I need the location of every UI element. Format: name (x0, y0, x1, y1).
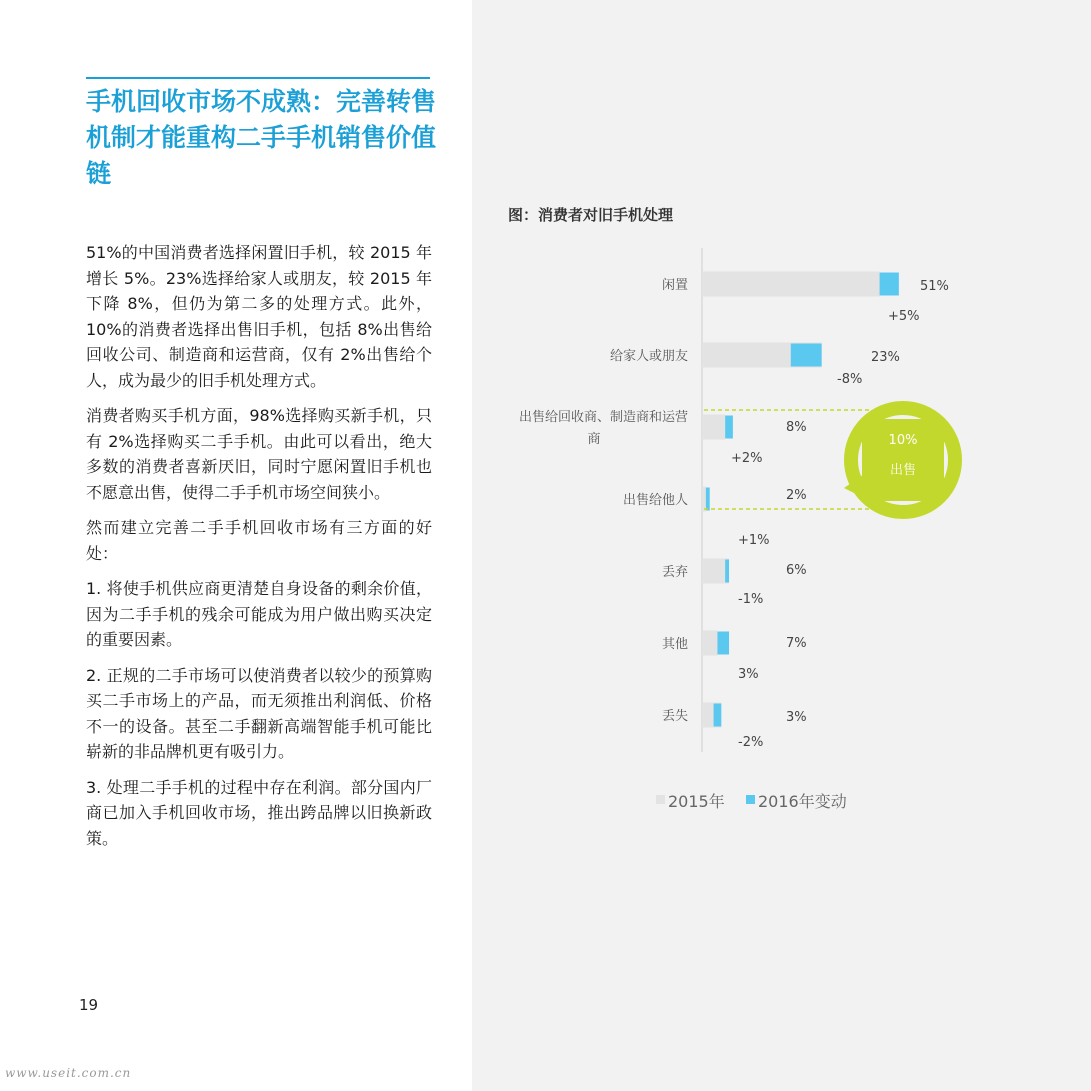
category-label: 给家人或朋友 (609, 349, 688, 364)
category-label: 商 (587, 432, 601, 447)
total-value-label: 8% (786, 420, 807, 435)
category-label: 出售给回收商、制造商和运营 (518, 410, 688, 425)
change-value-label: +1% (738, 533, 770, 548)
bar-2015 (702, 631, 717, 656)
total-value-label: 51% (920, 279, 949, 294)
bar-2016-change (714, 704, 722, 727)
total-value-label: 3% (786, 710, 807, 725)
legend-label-2016: 2016年变动 (758, 792, 847, 811)
bar-chart (472, 0, 1091, 1091)
bar-2015 (702, 487, 706, 512)
category-label: 闲置 (661, 278, 688, 293)
bar-2016-change (880, 273, 899, 296)
callout-center (862, 419, 944, 501)
category-label: 丢失 (661, 709, 688, 724)
change-value-label: -2% (738, 735, 764, 750)
body-text (86, 240, 432, 861)
callout-value: 10% (888, 433, 918, 448)
callout-label: 出售 (889, 463, 917, 478)
legend-swatch-2016 (746, 795, 755, 804)
bar-2015 (702, 559, 729, 584)
bar-2016-change (791, 344, 822, 367)
legend-swatch-2015 (656, 795, 665, 804)
paragraph-5: 2. 正规的二手市场可以使消费者以较少的预算购买二手市场上的产品，而无须推出利润低、价格不一的设备。甚至二手翻新高端智能手机可能比崭新的非品牌机更有吸引力。 (86, 665, 432, 761)
chart-title: 图：消费者对旧手机处理 (508, 206, 674, 224)
bar-2015 (702, 415, 725, 440)
paragraph-1: 51%的中国消费者选择闲置旧手机，较 2015 年增长 5%。23%选择给家人或朋友，较 2015 年下降 8%，但仍为第二多的处理方式。此外，10%的消费者选择出售旧手机，包括 8%出售给回收公司、制造商和运营商，仅有 2%出售给个人，成为最少的旧手机处理方式。 (86, 243, 432, 390)
paragraph-3: 然而建立完善二手手机回收市场有三方面的好处： (86, 518, 432, 563)
paragraph-2: 消费者购买手机方面，98%选择购买新手机，只有 2%选择购买二手手机。由此可以看出，绝大多数的消费者喜新厌旧，同时宁愿闲置旧手机也不愿意出售，使得二手手机市场空间狭小。 (86, 406, 432, 502)
change-value-label: -8% (837, 372, 863, 387)
total-value-label: 2% (786, 488, 807, 503)
category-label: 丢弃 (661, 565, 688, 580)
total-value-label: 23% (871, 350, 900, 365)
total-value-label: 6% (786, 563, 807, 578)
change-value-label: 3% (738, 667, 759, 682)
bar-2016-change (725, 416, 733, 439)
title-rule (86, 77, 430, 79)
bar-2016-change (717, 632, 729, 655)
change-value-label: +2% (731, 451, 763, 466)
bar-2015 (702, 272, 880, 297)
bar-2016-change (706, 488, 710, 511)
category-label: 出售给他人 (622, 493, 688, 508)
change-value-label: -1% (738, 592, 764, 607)
paragraph-6: 3. 处理二手手机的过程中存在利润。部分国内厂商已加入手机回收市场，推出跨品牌以旧换新政策。 (86, 777, 432, 848)
watermark: www.useit.com.cn (5, 1066, 132, 1080)
paragraph-4: 1. 将使手机供应商更清楚自身设备的剩余价值，因为二手手机的残余可能成为用户做出购买决定的重要因素。 (86, 579, 432, 649)
change-value-label: +5% (888, 309, 920, 324)
bar-2016-change (725, 560, 729, 583)
legend-label-2015: 2015年 (668, 792, 725, 811)
category-label: 其他 (661, 637, 688, 652)
total-value-label: 7% (786, 636, 807, 651)
page-number: 19 (79, 996, 99, 1014)
page-title: 手机回收市场不成熟：完善转售机制才能重构二手手机销售价值链 (86, 87, 437, 188)
